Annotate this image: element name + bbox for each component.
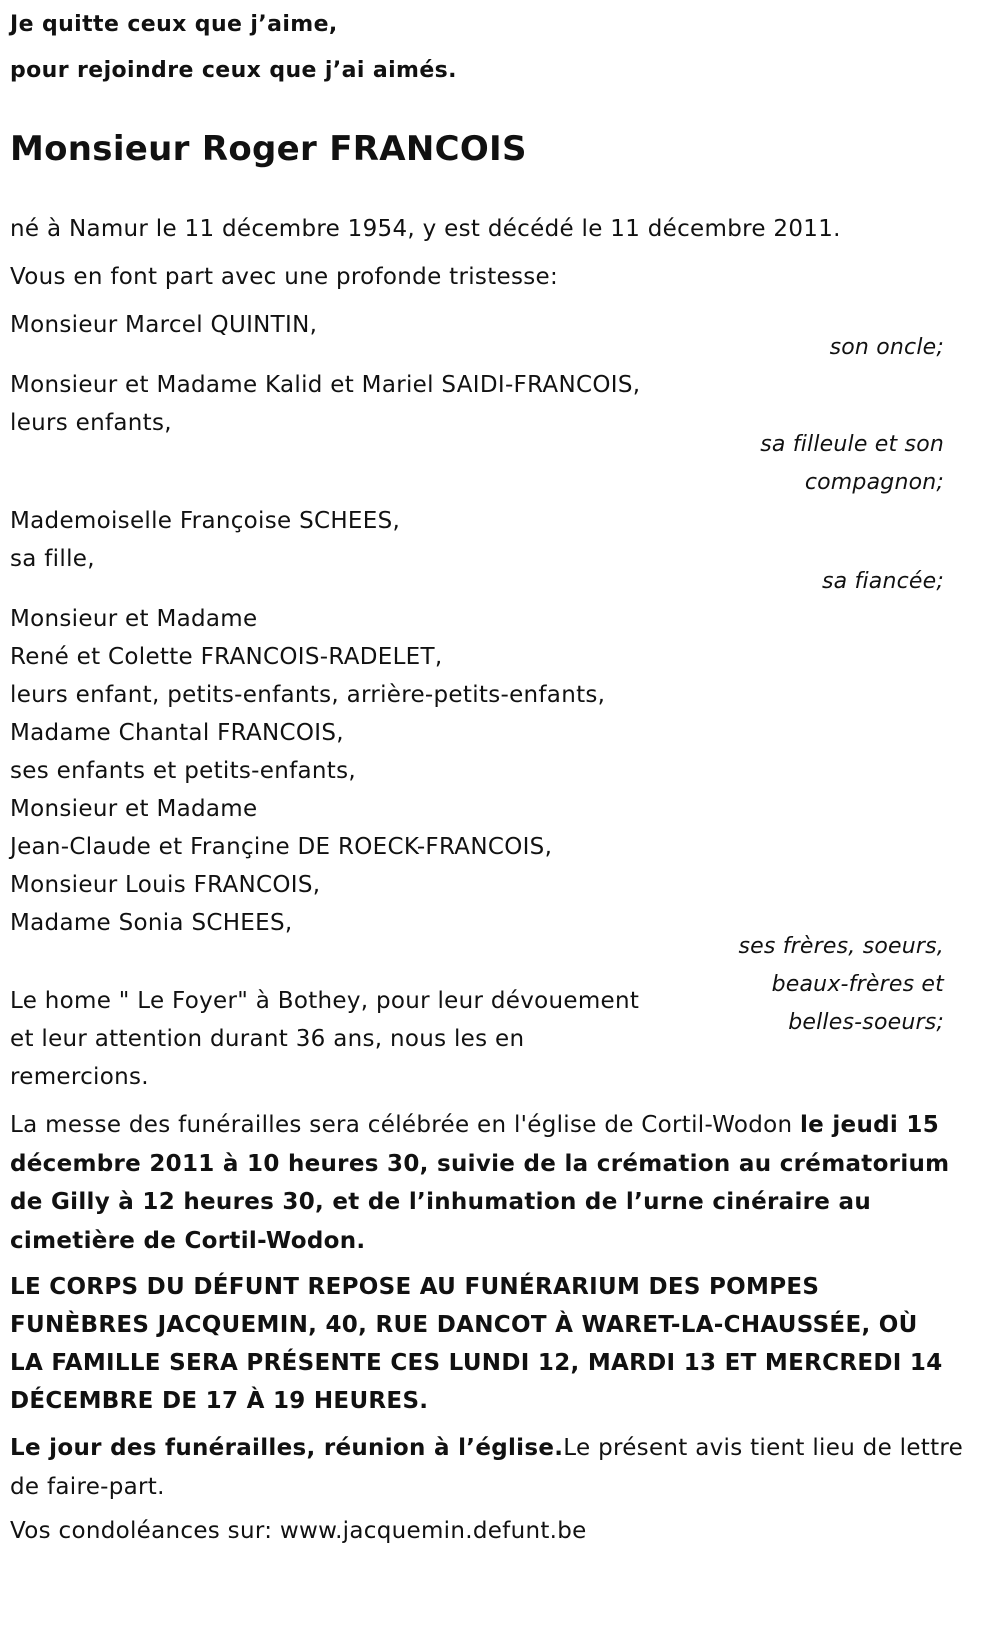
- family-goddaughter-line: Monsieur et Madame Kalid et Mariel SAIDI-FRANCOIS,: [10, 372, 641, 398]
- relation-uncle: son oncle;: [829, 335, 944, 360]
- epigraph-line-1: Je quitte ceux que j’aime,: [10, 12, 338, 37]
- relation-goddaughter-line: sa filleule et son: [760, 432, 944, 457]
- viewing-line: FUNÈBRES JACQUEMIN, 40, RUE DANCOT À WARET-LA-CHAUSSÉE, OÙ: [10, 1312, 918, 1338]
- epigraph-line-2: pour rejoindre ceux que j’ai aimés.: [10, 58, 457, 83]
- family-goddaughter: [10, 366, 640, 442]
- family-siblings-line: Monsieur et Madame: [10, 606, 258, 632]
- relation-siblings-line: beaux-frères et: [771, 972, 944, 997]
- family-siblings: [10, 600, 605, 942]
- relation-fiancee: sa fiancée;: [822, 569, 944, 594]
- birth-death-statement: né à Namur le 11 décembre 1954, y est décédé le 11 décembre 2011.: [10, 216, 841, 242]
- family-siblings-line: Monsieur et Madame: [10, 796, 258, 822]
- condolences-link[interactable]: Vos condoléances sur: www.jacquemin.defunt.be: [10, 1518, 587, 1544]
- family-goddaughter-line: leurs enfants,: [10, 410, 172, 436]
- thanks-line: remercions.: [10, 1064, 149, 1090]
- deceased-name: Monsieur Roger FRANCOIS: [10, 129, 527, 169]
- relation-siblings: [738, 928, 944, 1042]
- funeral-mass-info: [10, 1106, 970, 1260]
- family-siblings-line: René et Colette FRANCOIS-RADELET,: [10, 644, 443, 670]
- viewing-line: LA FAMILLE SERA PRÉSENTE CES LUNDI 12, MARDI 13 ET MERCREDI 14: [10, 1350, 943, 1376]
- meeting-rest: Le présent avis tient lieu de lettre de faire-part.: [10, 1435, 964, 1500]
- relation-siblings-line: belles-soeurs;: [788, 1010, 944, 1035]
- meeting-bold: Le jour des funérailles, réunion à l’église.: [10, 1435, 564, 1461]
- family-uncle: Monsieur Marcel QUINTIN,: [10, 312, 318, 338]
- relation-goddaughter-line: compagnon;: [804, 470, 944, 495]
- family-fiancee-line: sa fille,: [10, 546, 95, 572]
- family-fiancee: [10, 502, 400, 578]
- announcement-intro: Vous en font part avec une profonde tristesse:: [10, 264, 559, 290]
- funeral-meeting-info: [10, 1429, 970, 1506]
- viewing-line: DÉCEMBRE DE 17 À 19 HEURES.: [10, 1388, 429, 1414]
- thanks-line: et leur attention durant 36 ans, nous les en: [10, 1026, 525, 1052]
- relation-goddaughter: [760, 426, 944, 502]
- family-siblings-line: leurs enfant, petits-enfants, arrière-petits-enfants,: [10, 682, 606, 708]
- family-siblings-line: Jean-Claude et Françine DE ROECK-FRANCOIS,: [10, 834, 553, 860]
- mass-intro: La messe des funérailles sera célébrée en l'église de Cortil-Wodon: [10, 1112, 800, 1138]
- family-siblings-line: Monsieur Louis FRANCOIS,: [10, 872, 321, 898]
- thanks-note: [10, 982, 639, 1096]
- family-fiancee-line: Mademoiselle Françoise SCHEES,: [10, 508, 401, 534]
- mass-details: le jeudi 15 décembre 2011 à 10 heures 30, suivie de la crémation au crématorium de Gilly à 12 heures 30, et de l’inhumation de l’urne cinéraire au cimetière de Cortil-Wodon.: [10, 1112, 950, 1254]
- thanks-line: Le home " Le Foyer" à Bothey, pour leur dévouement: [10, 988, 640, 1014]
- viewing-info: [10, 1268, 943, 1420]
- family-siblings-line: Madame Sonia SCHEES,: [10, 910, 293, 936]
- relation-siblings-line: ses frères, soeurs,: [738, 934, 944, 959]
- viewing-line: LE CORPS DU DÉFUNT REPOSE AU FUNÉRARIUM DES POMPES: [10, 1274, 820, 1300]
- family-siblings-line: ses enfants et petits-enfants,: [10, 758, 356, 784]
- family-siblings-line: Madame Chantal FRANCOIS,: [10, 720, 344, 746]
